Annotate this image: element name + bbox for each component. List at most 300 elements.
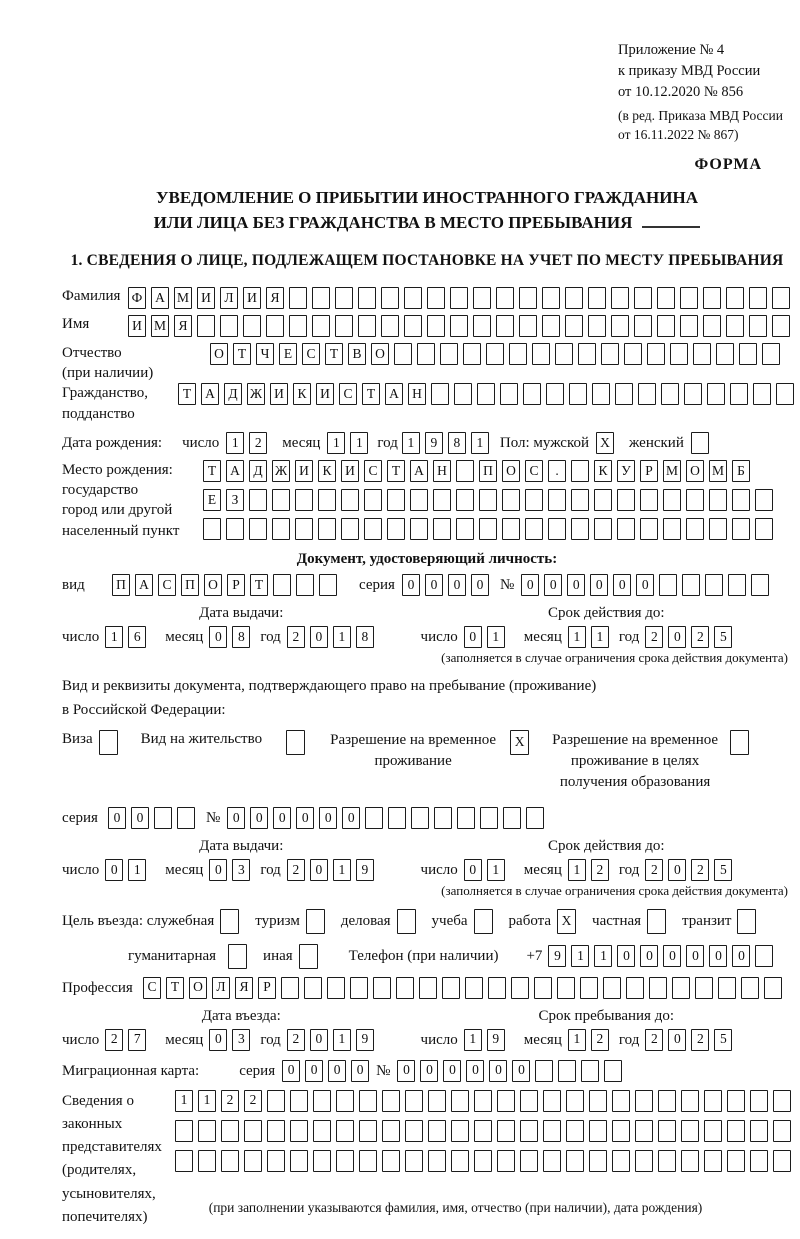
char-cell[interactable] [463, 343, 481, 365]
char-cell[interactable]: Л [212, 977, 230, 999]
char-cell[interactable] [750, 1150, 768, 1172]
char-cell[interactable]: 5 [714, 626, 732, 648]
char-cell[interactable] [405, 1090, 423, 1112]
char-cell[interactable] [680, 315, 698, 337]
char-cell[interactable]: А [201, 383, 219, 405]
char-cell[interactable] [612, 1090, 630, 1112]
char-cell[interactable] [272, 518, 290, 540]
char-cell[interactable] [336, 1150, 354, 1172]
char-cell[interactable] [566, 1090, 584, 1112]
char-cell[interactable]: Ф [128, 287, 146, 309]
char-cell[interactable] [267, 1090, 285, 1112]
char-cell[interactable]: 1 [128, 859, 146, 881]
char-cell[interactable]: Е [203, 489, 221, 511]
char-cell[interactable] [703, 287, 721, 309]
char-cell[interactable]: К [318, 460, 336, 482]
char-cell[interactable] [546, 383, 564, 405]
char-cell[interactable]: Ч [256, 343, 274, 365]
char-cell[interactable] [477, 383, 495, 405]
char-cell[interactable] [519, 287, 537, 309]
char-cell[interactable] [672, 977, 690, 999]
char-cell[interactable] [336, 1120, 354, 1142]
char-cell[interactable] [281, 977, 299, 999]
char-cell[interactable] [359, 1150, 377, 1172]
char-cell[interactable] [739, 343, 757, 365]
char-cell[interactable] [312, 315, 330, 337]
checkbox[interactable] [730, 730, 749, 755]
char-cell[interactable]: Я [235, 977, 253, 999]
char-cell[interactable]: Т [203, 460, 221, 482]
char-cell[interactable] [565, 315, 583, 337]
char-cell[interactable]: 2 [591, 1029, 609, 1051]
char-cell[interactable] [220, 315, 238, 337]
char-cell[interactable] [635, 1150, 653, 1172]
char-cell[interactable]: Н [408, 383, 426, 405]
char-cell[interactable]: 2 [249, 432, 267, 454]
char-cell[interactable] [542, 315, 560, 337]
char-cell[interactable]: М [151, 315, 169, 337]
char-cell[interactable]: Т [250, 574, 268, 596]
char-cell[interactable]: 2 [105, 1029, 123, 1051]
char-cell[interactable] [382, 1090, 400, 1112]
char-cell[interactable] [704, 1090, 722, 1112]
char-cell[interactable]: 1 [594, 945, 612, 967]
char-cell[interactable]: 1 [568, 1029, 586, 1051]
char-cell[interactable] [709, 489, 727, 511]
char-cell[interactable]: 0 [443, 1060, 461, 1082]
char-cell[interactable] [203, 518, 221, 540]
char-cell[interactable] [658, 1150, 676, 1172]
char-cell[interactable]: К [594, 460, 612, 482]
char-cell[interactable] [626, 977, 644, 999]
char-cell[interactable] [511, 977, 529, 999]
char-cell[interactable] [730, 383, 748, 405]
char-cell[interactable] [313, 1090, 331, 1112]
char-cell[interactable] [359, 1090, 377, 1112]
char-cell[interactable] [273, 574, 291, 596]
char-cell[interactable] [773, 1120, 791, 1142]
char-cell[interactable]: З [226, 489, 244, 511]
char-cell[interactable] [474, 1150, 492, 1172]
char-cell[interactable] [773, 1150, 791, 1172]
char-cell[interactable] [658, 1090, 676, 1112]
char-cell[interactable]: Т [233, 343, 251, 365]
char-cell[interactable] [428, 1090, 446, 1112]
char-cell[interactable] [523, 383, 541, 405]
char-cell[interactable] [365, 807, 383, 829]
char-cell[interactable]: 3 [232, 1029, 250, 1051]
char-cell[interactable] [496, 287, 514, 309]
char-cell[interactable] [474, 1120, 492, 1142]
char-cell[interactable]: 0 [402, 574, 420, 596]
checkbox[interactable] [647, 909, 666, 934]
char-cell[interactable] [663, 518, 681, 540]
char-cell[interactable] [589, 1150, 607, 1172]
char-cell[interactable] [707, 383, 725, 405]
char-cell[interactable] [611, 287, 629, 309]
char-cell[interactable] [434, 807, 452, 829]
char-cell[interactable] [526, 807, 544, 829]
char-cell[interactable] [657, 315, 675, 337]
char-cell[interactable] [456, 460, 474, 482]
char-cell[interactable]: 0 [471, 574, 489, 596]
checkbox[interactable] [99, 730, 118, 755]
char-cell[interactable] [249, 489, 267, 511]
char-cell[interactable]: А [135, 574, 153, 596]
char-cell[interactable]: Я [174, 315, 192, 337]
char-cell[interactable] [289, 287, 307, 309]
checkbox[interactable] [474, 909, 493, 934]
char-cell[interactable] [428, 1120, 446, 1142]
char-cell[interactable]: 2 [287, 626, 305, 648]
char-cell[interactable]: П [479, 460, 497, 482]
char-cell[interactable] [704, 1150, 722, 1172]
char-cell[interactable]: М [174, 287, 192, 309]
char-cell[interactable] [433, 489, 451, 511]
char-cell[interactable] [318, 489, 336, 511]
char-cell[interactable]: 1 [175, 1090, 193, 1112]
char-cell[interactable]: 1 [333, 626, 351, 648]
char-cell[interactable] [640, 518, 658, 540]
checkbox[interactable]: X [596, 432, 614, 454]
char-cell[interactable]: 1 [487, 859, 505, 881]
char-cell[interactable]: 0 [464, 626, 482, 648]
char-cell[interactable]: 0 [448, 574, 466, 596]
char-cell[interactable]: 0 [250, 807, 268, 829]
char-cell[interactable]: 8 [356, 626, 374, 648]
char-cell[interactable] [382, 1120, 400, 1142]
char-cell[interactable] [427, 315, 445, 337]
char-cell[interactable]: 0 [342, 807, 360, 829]
char-cell[interactable] [382, 1150, 400, 1172]
char-cell[interactable]: 1 [487, 626, 505, 648]
char-cell[interactable]: 0 [351, 1060, 369, 1082]
char-cell[interactable] [296, 574, 314, 596]
char-cell[interactable] [753, 383, 771, 405]
char-cell[interactable] [226, 518, 244, 540]
char-cell[interactable] [741, 977, 759, 999]
char-cell[interactable] [684, 383, 702, 405]
char-cell[interactable] [428, 1150, 446, 1172]
char-cell[interactable] [295, 489, 313, 511]
char-cell[interactable] [417, 343, 435, 365]
char-cell[interactable] [502, 489, 520, 511]
char-cell[interactable] [571, 518, 589, 540]
char-cell[interactable]: С [339, 383, 357, 405]
checkbox[interactable]: X [557, 909, 576, 934]
char-cell[interactable]: 0 [521, 574, 539, 596]
char-cell[interactable]: 0 [567, 574, 585, 596]
char-cell[interactable]: 8 [448, 432, 466, 454]
char-cell[interactable]: 0 [668, 859, 686, 881]
char-cell[interactable] [751, 574, 769, 596]
char-cell[interactable]: 8 [232, 626, 250, 648]
char-cell[interactable] [548, 518, 566, 540]
char-cell[interactable] [727, 1150, 745, 1172]
char-cell[interactable] [649, 977, 667, 999]
char-cell[interactable] [580, 977, 598, 999]
char-cell[interactable]: И [270, 383, 288, 405]
char-cell[interactable] [764, 977, 782, 999]
char-cell[interactable]: 0 [613, 574, 631, 596]
char-cell[interactable] [772, 287, 790, 309]
char-cell[interactable]: О [189, 977, 207, 999]
char-cell[interactable]: 1 [571, 945, 589, 967]
char-cell[interactable]: А [385, 383, 403, 405]
char-cell[interactable]: 5 [714, 1029, 732, 1051]
char-cell[interactable]: 1 [226, 432, 244, 454]
checkbox[interactable] [286, 730, 305, 755]
char-cell[interactable]: С [158, 574, 176, 596]
char-cell[interactable] [175, 1150, 193, 1172]
char-cell[interactable] [581, 1060, 599, 1082]
char-cell[interactable]: 1 [402, 432, 420, 454]
char-cell[interactable] [454, 383, 472, 405]
char-cell[interactable]: 2 [244, 1090, 262, 1112]
char-cell[interactable] [465, 977, 483, 999]
char-cell[interactable]: О [210, 343, 228, 365]
checkbox[interactable] [691, 432, 709, 454]
char-cell[interactable] [569, 383, 587, 405]
char-cell[interactable]: 2 [691, 626, 709, 648]
char-cell[interactable]: 2 [591, 859, 609, 881]
char-cell[interactable] [589, 1090, 607, 1112]
char-cell[interactable]: 2 [645, 626, 663, 648]
char-cell[interactable]: 0 [732, 945, 750, 967]
char-cell[interactable]: Д [224, 383, 242, 405]
char-cell[interactable]: 1 [198, 1090, 216, 1112]
char-cell[interactable] [749, 315, 767, 337]
char-cell[interactable]: О [686, 460, 704, 482]
char-cell[interactable]: 0 [709, 945, 727, 967]
char-cell[interactable] [592, 383, 610, 405]
char-cell[interactable] [589, 1120, 607, 1142]
char-cell[interactable] [154, 807, 172, 829]
char-cell[interactable] [594, 518, 612, 540]
char-cell[interactable]: А [410, 460, 428, 482]
char-cell[interactable] [663, 489, 681, 511]
char-cell[interactable]: 0 [105, 859, 123, 881]
char-cell[interactable]: 2 [645, 859, 663, 881]
char-cell[interactable]: 7 [128, 1029, 146, 1051]
char-cell[interactable] [726, 287, 744, 309]
char-cell[interactable]: 0 [397, 1060, 415, 1082]
char-cell[interactable]: Ж [272, 460, 290, 482]
char-cell[interactable] [543, 1150, 561, 1172]
char-cell[interactable] [588, 315, 606, 337]
char-cell[interactable] [726, 315, 744, 337]
char-cell[interactable] [319, 574, 337, 596]
char-cell[interactable]: М [663, 460, 681, 482]
char-cell[interactable] [772, 315, 790, 337]
char-cell[interactable]: С [143, 977, 161, 999]
char-cell[interactable] [313, 1150, 331, 1172]
checkbox[interactable] [737, 909, 756, 934]
char-cell[interactable]: А [226, 460, 244, 482]
char-cell[interactable] [451, 1120, 469, 1142]
char-cell[interactable]: 0 [617, 945, 635, 967]
checkbox[interactable] [220, 909, 239, 934]
char-cell[interactable] [543, 1120, 561, 1142]
char-cell[interactable] [440, 343, 458, 365]
char-cell[interactable]: 2 [645, 1029, 663, 1051]
char-cell[interactable]: С [364, 460, 382, 482]
char-cell[interactable]: Т [362, 383, 380, 405]
char-cell[interactable] [686, 518, 704, 540]
char-cell[interactable]: 0 [296, 807, 314, 829]
char-cell[interactable] [604, 1060, 622, 1082]
char-cell[interactable]: Р [258, 977, 276, 999]
char-cell[interactable] [394, 343, 412, 365]
char-cell[interactable]: И [197, 287, 215, 309]
char-cell[interactable]: П [181, 574, 199, 596]
char-cell[interactable] [500, 383, 518, 405]
char-cell[interactable]: 9 [425, 432, 443, 454]
char-cell[interactable] [290, 1120, 308, 1142]
char-cell[interactable] [657, 287, 675, 309]
char-cell[interactable] [497, 1150, 515, 1172]
char-cell[interactable] [686, 489, 704, 511]
char-cell[interactable] [525, 518, 543, 540]
char-cell[interactable]: 0 [305, 1060, 323, 1082]
char-cell[interactable] [617, 489, 635, 511]
char-cell[interactable]: 0 [310, 626, 328, 648]
char-cell[interactable]: 0 [636, 574, 654, 596]
char-cell[interactable] [762, 343, 780, 365]
char-cell[interactable] [272, 489, 290, 511]
char-cell[interactable] [755, 945, 773, 967]
char-cell[interactable] [335, 287, 353, 309]
char-cell[interactable] [243, 315, 261, 337]
char-cell[interactable] [474, 1090, 492, 1112]
char-cell[interactable] [177, 807, 195, 829]
char-cell[interactable]: М [709, 460, 727, 482]
char-cell[interactable]: 0 [108, 807, 126, 829]
char-cell[interactable] [755, 489, 773, 511]
char-cell[interactable]: У [617, 460, 635, 482]
char-cell[interactable] [525, 489, 543, 511]
char-cell[interactable] [635, 1090, 653, 1112]
char-cell[interactable]: 0 [466, 1060, 484, 1082]
char-cell[interactable]: 1 [333, 1029, 351, 1051]
char-cell[interactable] [410, 518, 428, 540]
char-cell[interactable] [670, 343, 688, 365]
char-cell[interactable] [680, 287, 698, 309]
char-cell[interactable] [267, 1120, 285, 1142]
char-cell[interactable]: 0 [282, 1060, 300, 1082]
char-cell[interactable] [566, 1120, 584, 1142]
char-cell[interactable] [221, 1120, 239, 1142]
char-cell[interactable] [486, 343, 504, 365]
char-cell[interactable]: К [293, 383, 311, 405]
char-cell[interactable] [612, 1150, 630, 1172]
char-cell[interactable] [473, 315, 491, 337]
char-cell[interactable]: Я [266, 287, 284, 309]
char-cell[interactable] [497, 1120, 515, 1142]
char-cell[interactable] [509, 343, 527, 365]
char-cell[interactable] [381, 315, 399, 337]
char-cell[interactable]: Ж [247, 383, 265, 405]
char-cell[interactable] [682, 574, 700, 596]
char-cell[interactable]: 0 [668, 626, 686, 648]
char-cell[interactable]: 0 [668, 1029, 686, 1051]
char-cell[interactable]: 9 [487, 1029, 505, 1051]
char-cell[interactable] [565, 287, 583, 309]
char-cell[interactable] [433, 518, 451, 540]
char-cell[interactable] [638, 383, 656, 405]
char-cell[interactable] [304, 977, 322, 999]
char-cell[interactable]: 2 [691, 1029, 709, 1051]
char-cell[interactable]: 0 [209, 859, 227, 881]
char-cell[interactable] [312, 287, 330, 309]
char-cell[interactable] [267, 1150, 285, 1172]
char-cell[interactable] [456, 518, 474, 540]
char-cell[interactable] [289, 315, 307, 337]
char-cell[interactable] [404, 287, 422, 309]
char-cell[interactable]: И [243, 287, 261, 309]
char-cell[interactable] [427, 287, 445, 309]
char-cell[interactable] [396, 977, 414, 999]
char-cell[interactable] [615, 383, 633, 405]
char-cell[interactable] [313, 1120, 331, 1142]
char-cell[interactable] [603, 977, 621, 999]
char-cell[interactable] [381, 287, 399, 309]
char-cell[interactable] [266, 315, 284, 337]
char-cell[interactable] [405, 1150, 423, 1172]
checkbox[interactable] [306, 909, 325, 934]
char-cell[interactable] [290, 1150, 308, 1172]
checkbox[interactable] [397, 909, 416, 934]
char-cell[interactable]: 2 [691, 859, 709, 881]
char-cell[interactable] [732, 489, 750, 511]
char-cell[interactable] [198, 1150, 216, 1172]
char-cell[interactable] [249, 518, 267, 540]
char-cell[interactable]: 6 [128, 626, 146, 648]
char-cell[interactable]: Е [279, 343, 297, 365]
char-cell[interactable]: 0 [209, 1029, 227, 1051]
char-cell[interactable] [244, 1120, 262, 1142]
char-cell[interactable] [704, 1120, 722, 1142]
char-cell[interactable]: 0 [464, 859, 482, 881]
char-cell[interactable] [198, 1120, 216, 1142]
char-cell[interactable] [431, 383, 449, 405]
char-cell[interactable] [419, 977, 437, 999]
char-cell[interactable] [695, 977, 713, 999]
char-cell[interactable] [405, 1120, 423, 1142]
checkbox[interactable] [299, 944, 318, 969]
char-cell[interactable] [640, 489, 658, 511]
char-cell[interactable] [410, 489, 428, 511]
char-cell[interactable] [364, 489, 382, 511]
char-cell[interactable] [411, 807, 429, 829]
char-cell[interactable] [480, 807, 498, 829]
char-cell[interactable] [520, 1120, 538, 1142]
char-cell[interactable]: И [316, 383, 334, 405]
char-cell[interactable] [588, 287, 606, 309]
char-cell[interactable] [350, 977, 368, 999]
char-cell[interactable] [473, 287, 491, 309]
char-cell[interactable] [732, 518, 750, 540]
char-cell[interactable] [336, 1090, 354, 1112]
char-cell[interactable] [341, 489, 359, 511]
char-cell[interactable] [659, 574, 677, 596]
char-cell[interactable] [532, 343, 550, 365]
char-cell[interactable]: С [525, 460, 543, 482]
char-cell[interactable] [479, 518, 497, 540]
char-cell[interactable]: О [371, 343, 389, 365]
char-cell[interactable] [750, 1120, 768, 1142]
char-cell[interactable] [703, 315, 721, 337]
